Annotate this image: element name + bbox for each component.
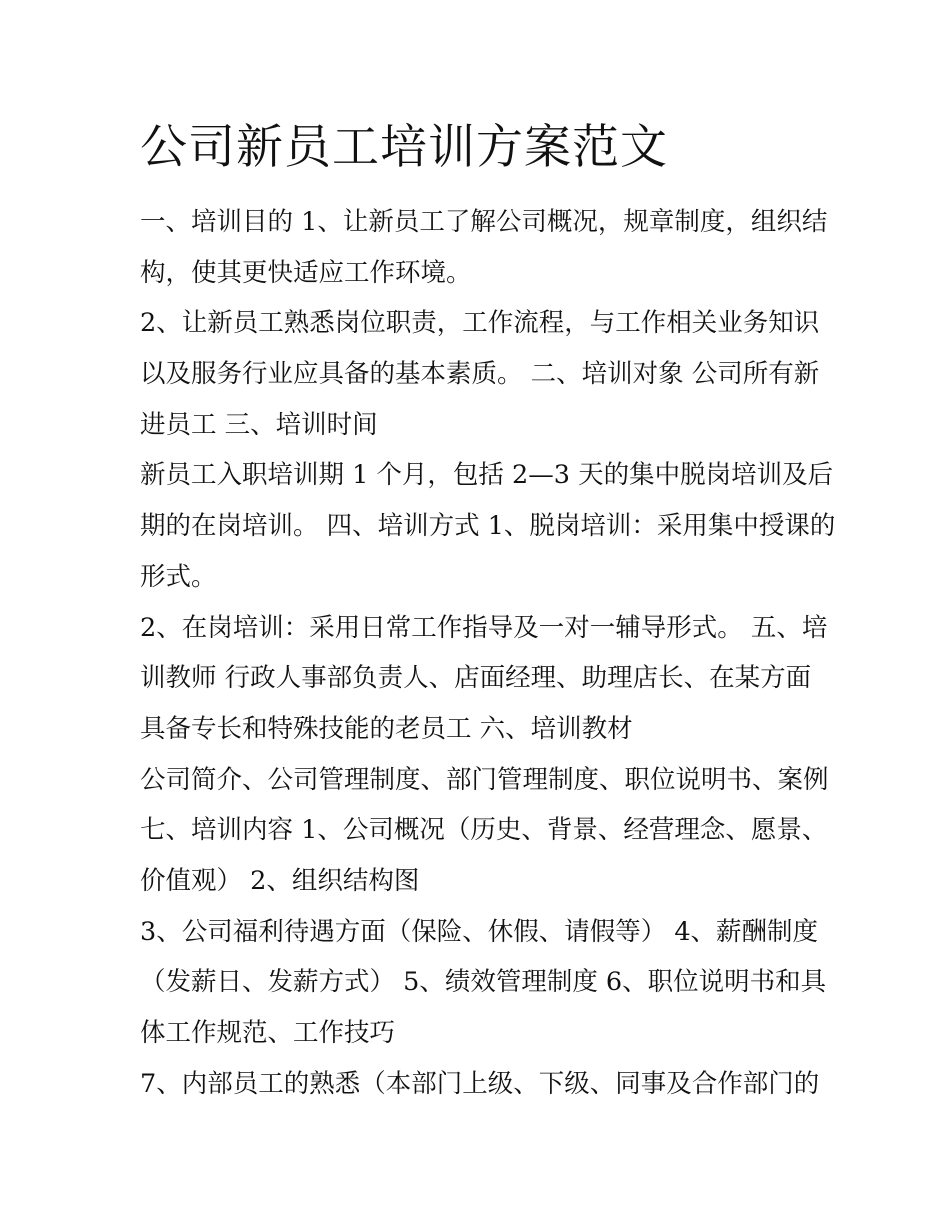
text-line: 期的在岗培训。 四、培训方式 1、脱岗培训：采用集中授课的 bbox=[140, 511, 836, 542]
text-line: 具备专长和特殊技能的老员工 六、培训教材 bbox=[140, 713, 633, 744]
text-line: 以及服务行业应具备的基本素质。 二、培训对象 公司所有新 bbox=[140, 359, 820, 390]
text-line: 训教师 行政人事部负责人、店面经理、助理店长、在某方面 bbox=[140, 663, 812, 694]
text-line: 3、公司福利待遇方面（保险、休假、请假等） 4、薪酬制度 bbox=[140, 916, 819, 947]
text-line: 形式。 bbox=[140, 561, 217, 592]
document-title: 公司新员工培训方案范文 bbox=[140, 120, 668, 175]
text-line: 2、让新员工熟悉岗位职责，工作流程，与工作相关业务知识 bbox=[140, 308, 820, 339]
text-line: 体工作规范、工作技巧 bbox=[140, 1018, 396, 1048]
text-line: 构，使其更快适应工作环境。 bbox=[140, 257, 472, 288]
text-line: 价值观） 2、组织结构图 bbox=[140, 865, 420, 896]
text-line: （发薪日、发薪方式） 5、绩效管理制度 6、职位说明书和具 bbox=[140, 967, 827, 998]
text-line: 2、在岗培训：采用日常工作指导及一对一辅导形式。 五、培 bbox=[140, 612, 828, 643]
document-body bbox=[140, 197, 835, 1109]
text-line: 进员工 三、培训时间 bbox=[140, 409, 378, 440]
text-line: 一、培训目的 1、让新员工了解公司概况，规章制度，组织结 bbox=[140, 207, 828, 237]
text-line: 七、培训内容 1、公司概况（历史、背景、经营理念、愿景、 bbox=[140, 815, 828, 846]
text-line: 新员工入职培训期 1 个月，包括 2—3 天的集中脱岗培训及后 bbox=[140, 460, 834, 491]
text-line: 7、内部员工的熟悉（本部门上级、下级、同事及合作部门的 bbox=[140, 1068, 820, 1099]
text-line: 公司简介、公司管理制度、部门管理制度、职位说明书、案例 bbox=[140, 764, 829, 795]
